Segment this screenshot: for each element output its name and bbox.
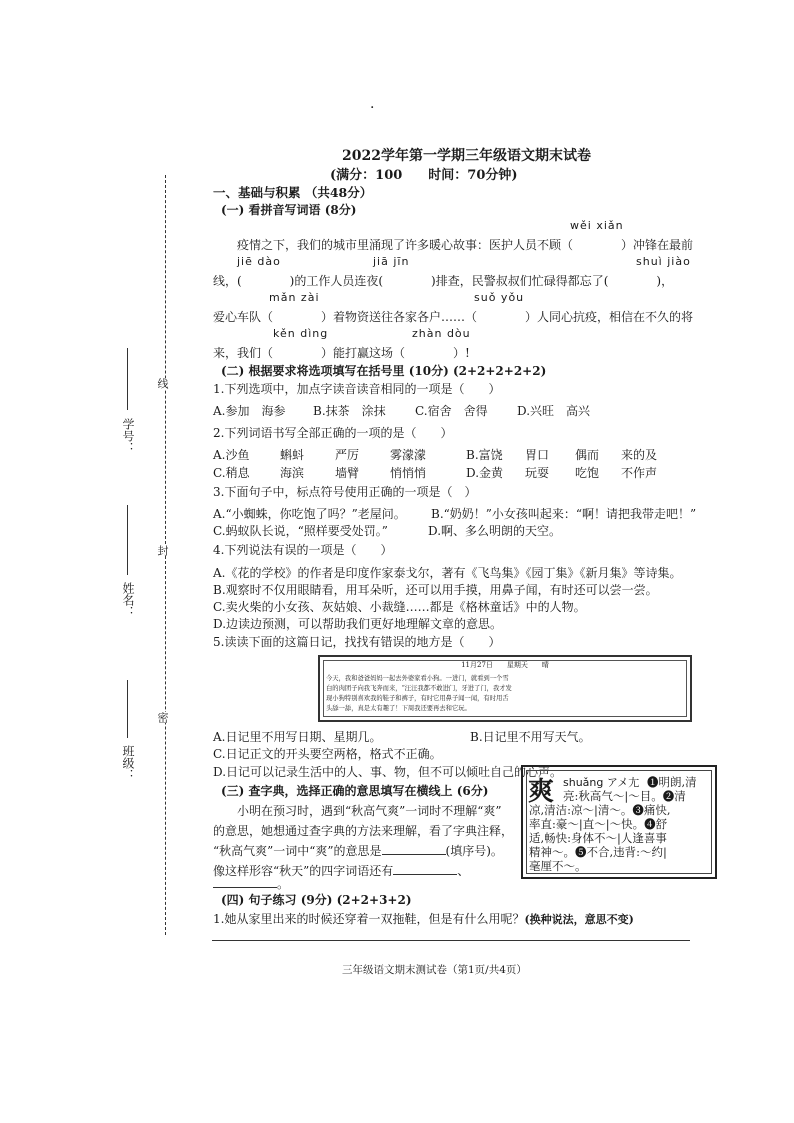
q5-option-a: A.日记里不用写日期、星期几。	[213, 730, 382, 744]
passage-line-4: 来，我们（ ）能打赢这场（ ）!	[213, 346, 470, 360]
part-3-line-1: 小明在预习时，遇到“秋高气爽”一词时不理解“爽”	[237, 804, 502, 818]
page-title: 2022学年第一学期三年级语文期末试卷	[342, 148, 591, 164]
meaning-answer-blank[interactable]	[382, 854, 446, 855]
q1-option-b: B.抹茶 涂抹	[313, 404, 386, 418]
binding-label-feng: 封	[156, 545, 169, 556]
dictionary-line-5: 适,畅快:身体不～|人逢喜事	[529, 831, 667, 845]
dictionary-line-7: 毫厘不～。	[529, 859, 587, 873]
q2-a-1: A.沙鱼	[213, 448, 250, 462]
q3-option-b: B.“奶奶！”小女孩叫起来：“啊！请把我带走吧！”	[431, 507, 697, 521]
pinyin-wei-xian: wěi xiǎn	[570, 219, 624, 232]
q1-option-a: A.参加 海参	[213, 404, 286, 418]
q3-option-d: D.啊、多么明朗的天空。	[428, 524, 562, 538]
q2-d-4: 不作声	[621, 466, 658, 480]
dictionary-line-2: 亮:秋高气～|～目。❷清	[563, 789, 686, 803]
fill-number-hint: (填序号)。	[445, 844, 503, 858]
scan-dot: ·	[370, 100, 375, 116]
part-3-autumn-text: 像这样形容“秋天”的四字词语还有	[213, 864, 394, 878]
line-end-period: 。	[277, 877, 290, 891]
sentence-question-hint: (换种说法，意思不变)	[524, 913, 634, 926]
part-3-line-2: 的意思，她想通过查字典的方法来理解，看了字典注释，	[213, 824, 514, 838]
student-name-line	[127, 505, 128, 575]
dictionary-character: 爽	[528, 777, 555, 807]
pinyin-jie-dao: jiē dào	[237, 255, 281, 268]
q2-d-2: 玩耍	[525, 466, 550, 480]
question-5-stem: 5.读读下面的这篇日记，找找有错误的地方是（ ）	[213, 635, 501, 649]
diary-line-1: 今天，我和爸爸妈妈一起去外婆家看小狗。一进门，就看到一个雪	[326, 675, 509, 682]
dictionary-entry-box	[521, 765, 717, 879]
part-1-title: (一) 看拼音写词语 (8分)	[221, 203, 357, 217]
sentence-question-text: 1.她从家里出来的时候还穿着一双拖鞋，但是有什么用呢？	[213, 912, 525, 926]
q2-b-2: 胃口	[525, 448, 550, 462]
part-4-question-1	[213, 910, 634, 927]
autumn-word-blank-2[interactable]	[213, 873, 277, 888]
q2-a-4: 雾濛濛	[390, 448, 427, 462]
q2-b-3: 偶而	[575, 448, 600, 462]
question-2-stem: 2.下列词语书写全部正确的一项的是（ ）	[213, 426, 453, 440]
dictionary-line-4: 率直:豪～|直～|～快。❹舒	[529, 817, 668, 831]
passage-line-2: 线，( )的工作人员连夜( )排查，民警叔叔们忙碌得都忘了( )，	[213, 274, 674, 288]
q2-c-2: 海滨	[280, 466, 305, 480]
pinyin-jia-jin: jiā jīn	[373, 255, 410, 268]
diary-line-3: 现小狗特别喜欢我的鞋子和裤子，有时它用鼻子闻一闻，有时用舌	[326, 695, 509, 702]
q4-option-b: B.观察时不仅用眼睛看，用耳朵听，还可以用手摸，用鼻子闻，有时还可以尝一尝。	[213, 583, 658, 597]
diary-line-4: 头舔一舔，真是太有趣了！下周我还要再去和它玩。	[326, 705, 471, 712]
q2-a-2: 蝌蚪	[280, 448, 305, 462]
dictionary-line-1: ❶明朗,清	[647, 775, 697, 789]
part-3-title: (三) 查字典，选择正确的意思填写在横线上 (6分)	[221, 784, 489, 798]
part-2-title: (二) 根据要求将选项填写在括号里 (10分) (2+2+2+2+2)	[221, 364, 547, 378]
q2-a-3: 严厉	[335, 448, 360, 462]
page-subtitle: (满分：100 时间：70分钟)	[330, 168, 518, 183]
student-id-label: 学号：	[121, 418, 135, 454]
q5-option-d: D.日记可以记录生活中的人、事、物，但不可以倾吐自己的心声。	[213, 765, 563, 779]
q2-d-1: D.金黄	[466, 466, 504, 480]
passage-line-1: 疫情之下，我们的城市里涌现了许多暖心故事：医护人员不顾（ ）冲锋在最前	[237, 238, 694, 252]
q4-option-a: A.《花的学校》的作者是印度作家泰戈尔，著有《飞鸟集》《园丁集》《新月集》等诗集。	[213, 566, 682, 580]
student-id-line	[127, 348, 128, 410]
q3-option-a: A.“小蜘蛛，你吃饱了吗？”老屋问。	[213, 507, 406, 521]
class-line	[127, 680, 128, 738]
passage-line-3: 爱心车队（ ）着物资送往各家各户……（ ）人同心抗疫，相信在不久的将	[213, 310, 694, 324]
q3-option-c: C.蚂蚁队长说，“照样要受处罚。”	[213, 524, 388, 538]
q2-b-4: 来的及	[621, 448, 658, 462]
binding-label-mi: 密	[156, 712, 169, 723]
dictionary-pronunciation: shuǎng アメ尢	[563, 776, 640, 789]
dictionary-line-6: 精神～。❺不合,违背:～约|	[529, 845, 667, 859]
diary-line-2: 白的肉团子向我飞奔而来，“汪汪我都不敢进门，牙进了门，我才发	[326, 685, 512, 692]
section-1-title: 一、基础与积累 （共48分）	[213, 185, 373, 200]
q2-c-1: C.稍息	[213, 466, 250, 480]
q4-option-c: C.卖火柴的小女孩、灰姑娘、小裁缝……都是《格林童话》中的人物。	[213, 600, 586, 614]
diary-header: 11月27日 星期天 晴	[461, 661, 549, 669]
q2-d-3: 吃饱	[575, 466, 600, 480]
pinyin-suo-you: suǒ yǒu	[474, 291, 525, 304]
diary-box	[318, 655, 692, 722]
separator: 、	[457, 864, 470, 878]
part-3-line-5	[213, 873, 289, 892]
q1-option-d: D.兴旺 高兴	[517, 404, 591, 418]
page-footer: 三年级语文期末测试卷（第1页/共4页）	[342, 964, 527, 976]
part-3-line-3	[213, 842, 503, 859]
answer-line[interactable]	[212, 940, 690, 941]
q2-c-4: 悄悄悄	[390, 466, 427, 480]
question-1-stem: 1.下列选项中，加点字读音读音相同的一项是（ ）	[213, 382, 501, 396]
dictionary-line-3: 凉,清洁:凉～|清～。❸痛快,	[529, 803, 671, 817]
binding-label-xian: 线	[156, 378, 169, 389]
pinyin-man-zai: mǎn zài	[269, 291, 320, 304]
q1-option-c: C.宿舍 舍得	[415, 404, 488, 418]
part-3-meaning-text: “秋高气爽”一词中“爽”的意思是	[213, 844, 382, 858]
q2-c-3: 墙臂	[335, 466, 360, 480]
pinyin-ken-ding: kěn dìng	[273, 327, 329, 340]
question-3-stem: 3.下面句子中，标点符号使用正确的一项是（ ）	[213, 485, 477, 499]
question-4-stem: 4.下列说法有误的一项是（ ）	[213, 543, 393, 557]
pinyin-shui-jiao: shuì jiào	[636, 255, 691, 268]
autumn-word-blank-1[interactable]	[393, 874, 457, 875]
part-4-title: (四) 句子练习 (9分) (2+2+3+2)	[221, 893, 412, 907]
q4-option-d: D.边读边预测，可以帮助我们更好地理解文章的意思。	[213, 617, 503, 631]
class-label: 班级：	[121, 745, 135, 781]
q5-option-b: B.日记里不用写天气。	[470, 730, 591, 744]
q2-b-1: B.富饶	[466, 448, 503, 462]
pinyin-zhan-dou: zhàn dòu	[412, 327, 471, 340]
student-name-label: 姓名：	[121, 582, 135, 618]
q5-option-c: C.日记正文的开头要空两格，格式不正确。	[213, 747, 442, 761]
